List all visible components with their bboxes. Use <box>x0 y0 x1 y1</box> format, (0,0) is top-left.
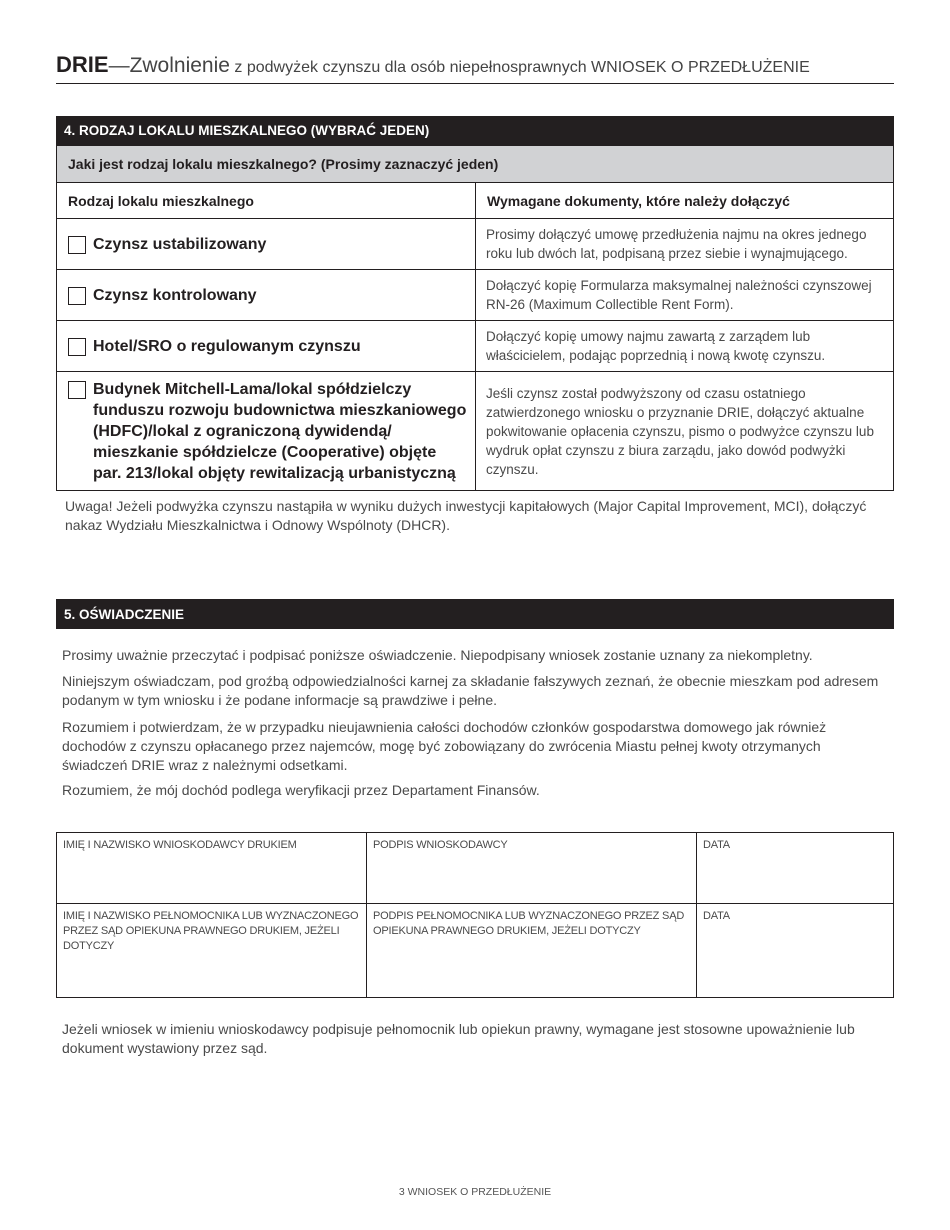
required-docs: Dołączyć kopię umowy najmu zawartą z zarządem lub właścicielem, podając poprzednią i nową kwotę czynszu. <box>476 321 894 372</box>
table-row <box>57 321 894 372</box>
housing-type-cell <box>57 321 476 372</box>
representative-footnote: Jeżeli wniosek w imieniu wnioskodawcy podpisuje pełnomocnik lub opiekun prawny, wymagane jest stosowne upoważnienie lub dokument wystawiony przez sąd. <box>62 1021 855 1056</box>
checkbox-mitchell-lama[interactable] <box>68 381 86 399</box>
header-title: Zwolnienie <box>129 54 230 77</box>
applicant-signature-label: PODPIS WNIOSKODAWCY <box>373 839 508 851</box>
date-label: DATA <box>703 839 730 851</box>
header-subtitle: z podwyżek czynszu dla osób niepełnosprawnych WNIOSEK O PRZEDŁUŻENIE <box>229 59 810 76</box>
statement-paragraph: Prosimy uważnie przeczytać i podpisać poniższe oświadczenie. Niepodpisany wniosek zostanie uznany za niekompletny. <box>62 647 813 663</box>
question-row <box>57 146 894 183</box>
section-4-title-text: 4. RODZAJ LOKALU MIESZKALNEGO (WYBRAĆ JEDEN) <box>64 123 430 138</box>
table-row <box>57 219 894 270</box>
table-row <box>57 372 894 491</box>
applicant-name-field[interactable] <box>57 833 367 904</box>
section-5-title-text: 5. OŚWIADCZENIE <box>64 606 185 622</box>
checkbox-rent-stabilized[interactable] <box>68 236 86 254</box>
statement-paragraph: Rozumiem i potwierdzam, że w przypadku nieujawnienia całości dochodów członków gospodarstwa domowego jak również dochodów z czynszu opłacanego przez najemców, mogę być zobowiązany do zwrócenia Miastu pełnej kwoty otrzymanych świadczeń DRIE wraz z należnymi odsetkami. <box>62 719 827 773</box>
header-brand: DRIE <box>56 52 109 77</box>
applicant-signature-field[interactable] <box>367 833 697 904</box>
representative-signature-row <box>57 904 894 998</box>
page-header <box>56 52 894 84</box>
housing-type-cell <box>57 270 476 321</box>
section-4-title <box>56 116 894 145</box>
header-dash: — <box>108 54 130 77</box>
checkbox-rent-controlled[interactable] <box>68 287 86 305</box>
applicant-name-label: IMIĘ I NAZWISKO WNIOSKODAWCY DRUKIEM <box>63 839 297 851</box>
date-label: DATA <box>703 910 730 922</box>
section-5-title <box>56 599 894 629</box>
housing-type-cell <box>57 372 476 491</box>
representative-name-field[interactable] <box>57 904 367 998</box>
representative-signature-field[interactable] <box>367 904 697 998</box>
column-header-docs: Wymagane dokumenty, które należy dołączyć <box>476 183 894 219</box>
applicant-date-field[interactable] <box>697 833 894 904</box>
question-text: Jaki jest rodzaj lokalu mieszkalnego? (Prosimy zaznaczyć jeden) <box>57 146 894 183</box>
required-docs: Dołączyć kopię Formularza maksymalnej należności czynszowej RN-26 (Maximum Collectible Rent Form). <box>476 270 894 321</box>
applicant-signature-row <box>57 833 894 904</box>
housing-type-cell <box>57 219 476 270</box>
housing-type-label: Czynsz kontrolowany <box>93 286 257 304</box>
housing-type-table <box>56 145 894 491</box>
statement-paragraph: Niniejszym oświadczam, pod groźbą odpowiedzialności karnej za składanie fałszywych zeznań, że obecnie mieszkam pod adresem podanym w tym wniosku i że podane informacje są prawdziwe i pełne. <box>62 673 879 708</box>
housing-type-label: Czynsz ustabilizowany <box>93 235 267 253</box>
page-footer: 3 WNIOSEK O PRZEDŁUŻENIE <box>398 1186 552 1198</box>
column-header-type: Rodzaj lokalu mieszkalnego <box>57 183 476 219</box>
signature-table <box>56 832 894 998</box>
representative-date-field[interactable] <box>697 904 894 998</box>
statement-paragraph: Rozumiem, że mój dochód podlega weryfikacji przez Departament Finansów. <box>62 782 540 798</box>
column-header-row <box>57 183 894 219</box>
checkbox-hotel-sro[interactable] <box>68 338 86 356</box>
mci-note: Uwaga! Jeżeli podwyżka czynszu nastąpiła w wyniku dużych inwestycji kapitałowych (Major Capital Improvement, MCI), dołączyć nakaz Wydziału Mieszkalnictwa i Odnowy Wspólnoty (DHCR). <box>65 498 867 533</box>
required-docs: Prosimy dołączyć umowę przedłużenia najmu na okres jednego roku lub dwóch lat, podpisaną przez siebie i wynajmującego. <box>476 219 894 270</box>
housing-type-label: Budynek Mitchell-Lama/lokal spółdzielczy funduszu rozwoju budownictwa mieszkaniowego (HDFC)/lokal z ograniczoną dywidendą/ mieszkanie spółdzielcze (Cooperative) objęte par. 213/lokal objęty rewitalizacją urbanistyczną <box>93 380 467 482</box>
representative-name-label: IMIĘ I NAZWISKO PEŁNOMOCNIKA LUB WYZNACZONEGO PRZEZ SĄD OPIEKUNA PRAWNEGO DRUKIEM, JEŻELI DOTYCZY <box>63 910 359 952</box>
representative-signature-label: PODPIS PEŁNOMOCNIKA LUB WYZNACZONEGO PRZEZ SĄD OPIEKUNA PRAWNEGO DRUKIEM, JEŻELI DOTYCZY <box>373 910 685 937</box>
housing-type-label: Hotel/SRO o regulowanym czynszu <box>93 337 361 355</box>
table-row <box>57 270 894 321</box>
required-docs: Jeśli czynsz został podwyższony od czasu ostatniego zatwierdzonego wniosku o przyznanie DRIE, dołączyć aktualne pokwitowanie opłacenia czynszu, pismo o podwyżce czynszu lub wydruk opłat czynszu z biura zarządu, jako dowód podwyżki czynszu. <box>476 372 894 491</box>
